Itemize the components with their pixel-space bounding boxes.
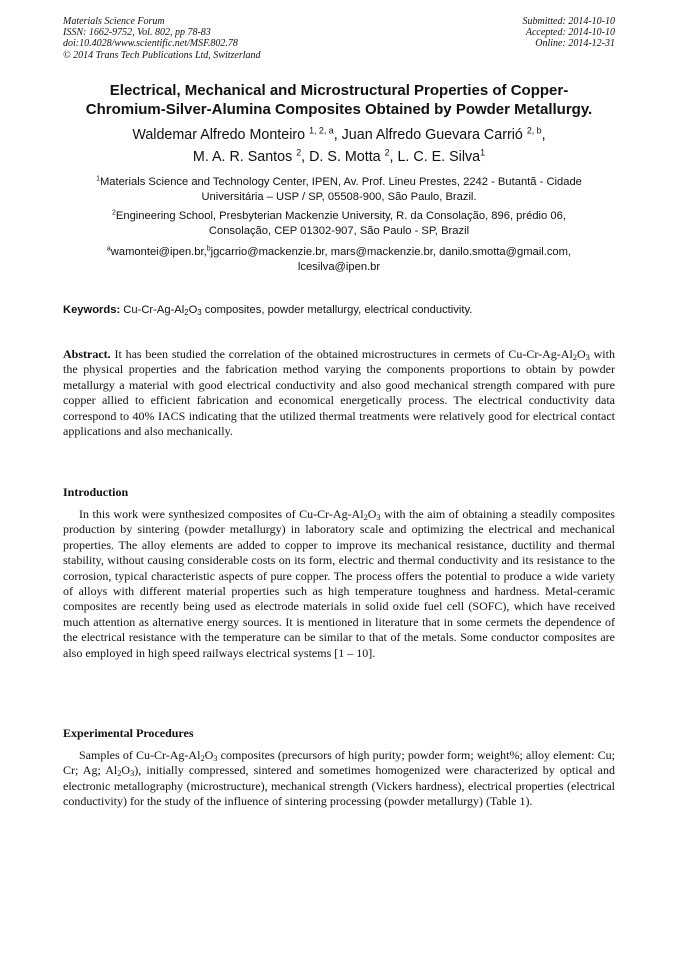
accepted-date: Accepted: 2014-10-10 bbox=[525, 27, 615, 39]
submitted-date: Submitted: 2014-10-10 bbox=[522, 16, 615, 27]
article-doi: doi:10.4028/www.scientific.net/MSF.802.78 bbox=[63, 38, 238, 50]
publication-dates bbox=[523, 16, 616, 50]
paragraph-text: In this work were synthesized composites of Cu-Cr-Ag-Al bbox=[79, 507, 364, 521]
author-affiliation-mark: 2, b bbox=[526, 125, 542, 136]
author-affiliation-mark: 2 bbox=[296, 147, 302, 158]
affiliation-mark: 1 bbox=[96, 175, 100, 183]
author-separator: , bbox=[389, 149, 398, 165]
abstract-text: It has been studied the correlation of the obtained microstructures in cermets of Cu-Cr-Ag-Al bbox=[110, 347, 573, 361]
author-separator: , bbox=[301, 149, 310, 165]
abstract-label: Abstract. bbox=[63, 347, 111, 361]
author-emails bbox=[60, 245, 618, 274]
journal-name: Materials Science Forum bbox=[63, 16, 165, 27]
journal-info bbox=[63, 16, 261, 61]
subscript: 3 bbox=[130, 769, 135, 779]
affiliation-1 bbox=[60, 175, 618, 204]
email-mark: b bbox=[206, 245, 211, 253]
author-name: Waldemar Alfredo Monteiro bbox=[132, 127, 310, 143]
email-line bbox=[60, 245, 618, 260]
author-name: L. C. E. Silva bbox=[397, 149, 481, 165]
author-list bbox=[40, 124, 638, 168]
subscript: 3 bbox=[376, 513, 381, 523]
author-separator: , bbox=[541, 127, 546, 143]
abstract-text: O bbox=[576, 347, 586, 361]
section-heading-experimental: Experimental Procedures bbox=[63, 726, 194, 740]
online-date: Online: 2014-12-31 bbox=[535, 38, 615, 50]
paragraph-text: ), initially compressed, sintered and sometimes homogenized were characterized by optical and electronic metallography (microstructure), mechanical strength (Vickers hardness), electrical properties (electrical conductivity) for the study of the influence of sintering processing (powder metallurgy) (Table 1). bbox=[63, 763, 615, 809]
keywords-text: composites, powder metallurgy, electrical conductivity. bbox=[201, 304, 473, 316]
subscript: 2 bbox=[200, 754, 205, 764]
subscript: 3 bbox=[585, 353, 590, 363]
subscript: 3 bbox=[197, 307, 202, 317]
author-separator: , bbox=[333, 127, 342, 143]
author-affiliation-mark: 2 bbox=[384, 147, 390, 158]
introduction-paragraph bbox=[63, 507, 615, 661]
author-line bbox=[40, 146, 638, 168]
journal-issn: ISSN: 1662-9752, Vol. 802, pp 78-83 bbox=[63, 27, 211, 39]
abstract bbox=[63, 347, 615, 439]
affiliation-2 bbox=[60, 209, 618, 238]
keywords-text: O bbox=[188, 304, 198, 316]
subscript: 3 bbox=[213, 754, 218, 764]
title-line: Chromium-Silver-Alumina Composites Obtained by Powder Metallurgy. bbox=[85, 101, 593, 118]
experimental-paragraph bbox=[63, 748, 615, 810]
email-mark: a bbox=[106, 245, 111, 253]
paragraph-text: O bbox=[367, 507, 377, 521]
author-affiliation-mark: 1, 2, a bbox=[309, 125, 334, 136]
subscript: 2 bbox=[572, 353, 577, 363]
affiliation-line bbox=[60, 209, 618, 224]
title-line: Electrical, Mechanical and Microstructural Properties of Copper- bbox=[109, 82, 569, 99]
keywords bbox=[63, 303, 615, 317]
paragraph-text: O bbox=[121, 763, 131, 778]
affiliation-mark: 2 bbox=[112, 209, 116, 217]
copyright-line: © 2014 Trans Tech Publications Ltd, Switzerland bbox=[63, 49, 261, 61]
affiliation-line bbox=[60, 175, 618, 190]
abstract-text: with the physical properties and the fabrication method varying the components proportions to obtain by powder metallurgy a material with good electrical conductivity and also good mechanical strength compared with pure copper allied to efficient fabrication and economical energetically process. The electrical conductivity data correspond to 40% IACS indicating that the utilized thermal treatments were relatively good for electrical contact applications and also mechanically. bbox=[63, 347, 615, 439]
subscript: 2 bbox=[184, 307, 189, 317]
author-name: Juan Alfredo Guevara Carrió bbox=[341, 127, 527, 143]
subscript: 2 bbox=[117, 769, 122, 779]
affiliation-line: Universitária – USP / SP, 05508-900, São Paulo, Brazil. bbox=[201, 190, 477, 203]
section-heading-introduction: Introduction bbox=[63, 485, 129, 499]
paper-title bbox=[40, 81, 638, 119]
paragraph-text: Samples of Cu-Cr-Ag-Al bbox=[79, 748, 201, 762]
paragraph-text: composites (precursors of high purity; powder form; weight%; alloy element: Cu; Cr; Ag; Al bbox=[63, 748, 615, 778]
affiliation-text: Engineering School, Presbyterian Mackenzie University, R. da Consolação, 896, prédio 06, bbox=[115, 210, 566, 222]
author-affiliation-mark: 1 bbox=[480, 147, 486, 158]
keywords-text: Cu-Cr-Ag-Al bbox=[120, 304, 185, 316]
author-name: D. S. Motta bbox=[309, 149, 385, 165]
email-address: jgcarrio@mackenzie.br, mars@mackenzie.br, danilo.smotta@gmail.com, bbox=[210, 246, 572, 258]
subscript: 2 bbox=[363, 513, 368, 523]
keywords-label: Keywords: bbox=[63, 304, 121, 316]
author-line bbox=[40, 124, 638, 146]
email-address: wamontei@ipen.br, bbox=[110, 246, 207, 258]
affiliation-line: Consolação, CEP 01302-907, São Paulo - SP, Brazil bbox=[208, 224, 470, 237]
affiliation-text: Materials Science and Technology Center, IPEN, Av. Prof. Lineu Prestes, 2242 - Butantã - Cidade bbox=[99, 176, 582, 188]
author-name: M. A. R. Santos bbox=[192, 149, 297, 165]
paragraph-text: O bbox=[204, 748, 214, 762]
paragraph-text: with the aim of obtaining a steadily composites production by sintering (powder metallurgy) in laboratory scale and optimizing the electrical and mechanical properties. The alloy elements are added to copper to improve its mechanical resistance, ductility and thermal stability, without causing considerable costs on its form, electric and thermal conductivity and its resistance to the corrosion, typical characteristic aspects of pure copper. The process offers the potential to produce a wide variety of alloys with different material properties such as high temperature toughness and hardness. Metal-ceramic composites are recently being used as electrode materials in solid oxide fuel cell (SOFC), which have received much attention as alternative energy sources. It is mentioned in literature that in some cermets the dependence of the electrical resistance with the temperature can be similar to that of the metals. Some conductor composites are also employed in high speed railways electrical systems [1 – 10]. bbox=[63, 507, 615, 660]
email-line: lcesilva@ipen.br bbox=[297, 260, 381, 273]
